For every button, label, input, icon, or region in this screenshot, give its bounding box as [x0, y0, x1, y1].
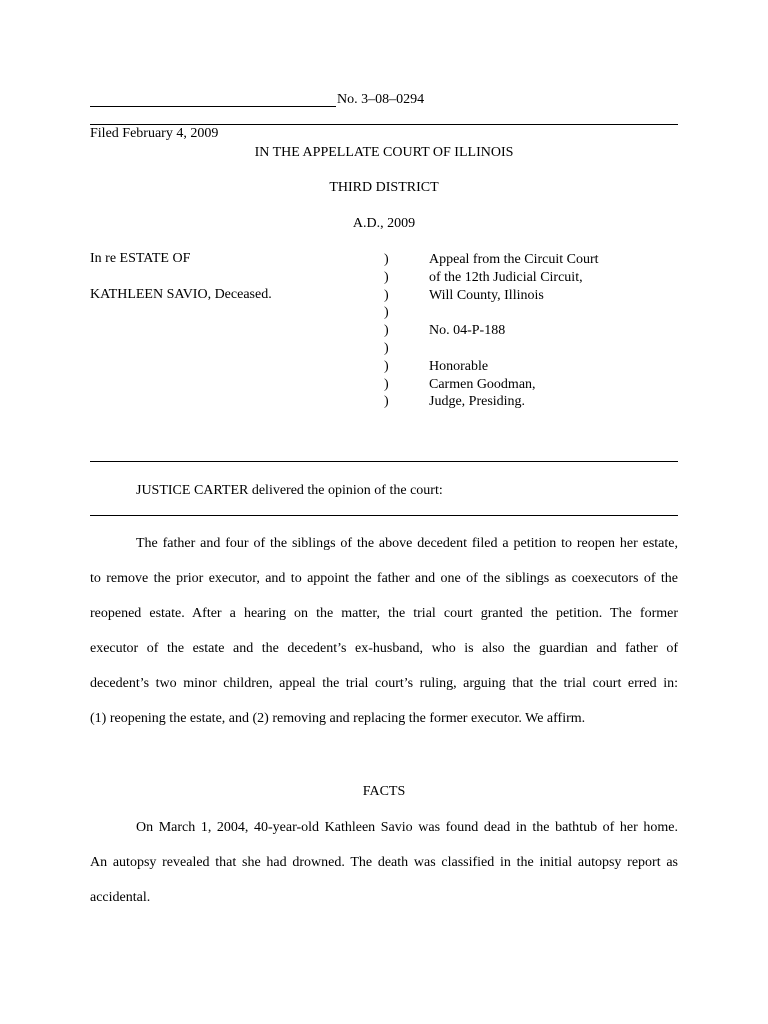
appeal-line	[429, 340, 599, 358]
judge-name: Carmen Goodman,	[429, 376, 536, 392]
appeal-line: Will County, Illinois	[429, 287, 544, 303]
paren: )	[384, 376, 389, 392]
paren: )	[384, 305, 389, 321]
paragraph-line: reopened estate. After a hearing on the matter, the trial court granted the petition. The former	[90, 606, 678, 621]
paren: )	[384, 340, 389, 356]
paren: )	[384, 323, 389, 339]
facts-paragraph-1	[90, 810, 678, 915]
opinion-intro: JUSTICE CARTER delivered the opinion of the court:	[136, 483, 443, 498]
paragraph-line: The father and four of the siblings of the above decedent filed a petition to reopen her estate,	[136, 536, 678, 551]
docket-number: No. 3–08–0294	[337, 92, 425, 107]
intro-rule	[90, 515, 678, 516]
paren: )	[384, 269, 389, 285]
judge-title: Honorable	[429, 358, 489, 374]
paragraph-line: accidental.	[90, 890, 151, 905]
paragraph-line: An autopsy revealed that she had drowned. The death was classified in the initial autopsy report as	[90, 855, 678, 870]
trial-case-number: No. 04-P-188	[429, 323, 506, 339]
paragraph-line: executor of the estate and the decedent’s ex-husband, who is also the guardian and father of	[90, 641, 678, 656]
term-year: A.D., 2009	[352, 216, 416, 231]
appeal-line	[429, 304, 599, 322]
court-name: IN THE APPELLATE COURT OF ILLINOIS	[254, 145, 514, 160]
paragraph-line: (1) reopening the estate, and (2) removing and replacing the former executor. We affirm.	[90, 711, 586, 726]
appeal-line: Appeal from the Circuit Court	[429, 252, 599, 267]
paragraph-line: On March 1, 2004, 40-year-old Kathleen Savio was found dead in the bathtub of her home.	[136, 820, 678, 835]
caption-estate-of: In re ESTATE OF	[90, 251, 191, 266]
caption-decedent: KATHLEEN SAVIO, Deceased.	[90, 287, 272, 302]
filed-date: Filed February 4, 2009	[90, 126, 219, 141]
district-name: THIRD DISTRICT	[329, 180, 439, 195]
opinion-paragraph-1	[90, 526, 678, 736]
paren: )	[384, 358, 389, 374]
caption-parentheses	[384, 251, 394, 411]
caption-rule	[90, 461, 678, 462]
facts-heading: FACTS	[362, 784, 406, 799]
paren: )	[384, 394, 389, 410]
paren: )	[384, 252, 389, 267]
caption-appeal-details	[429, 251, 599, 411]
docket-blank-line	[90, 106, 336, 107]
paragraph-line: decedent’s two minor children, appeal the trial court’s ruling, arguing that the trial court erred in:	[90, 676, 678, 691]
header-rule	[90, 124, 678, 125]
paren: )	[384, 287, 389, 303]
paragraph-line: to remove the prior executor, and to appoint the father and one of the siblings as coexecutors of the	[90, 571, 678, 586]
appeal-line: of the 12th Judicial Circuit,	[429, 269, 583, 285]
judge-role: Judge, Presiding.	[429, 394, 526, 410]
